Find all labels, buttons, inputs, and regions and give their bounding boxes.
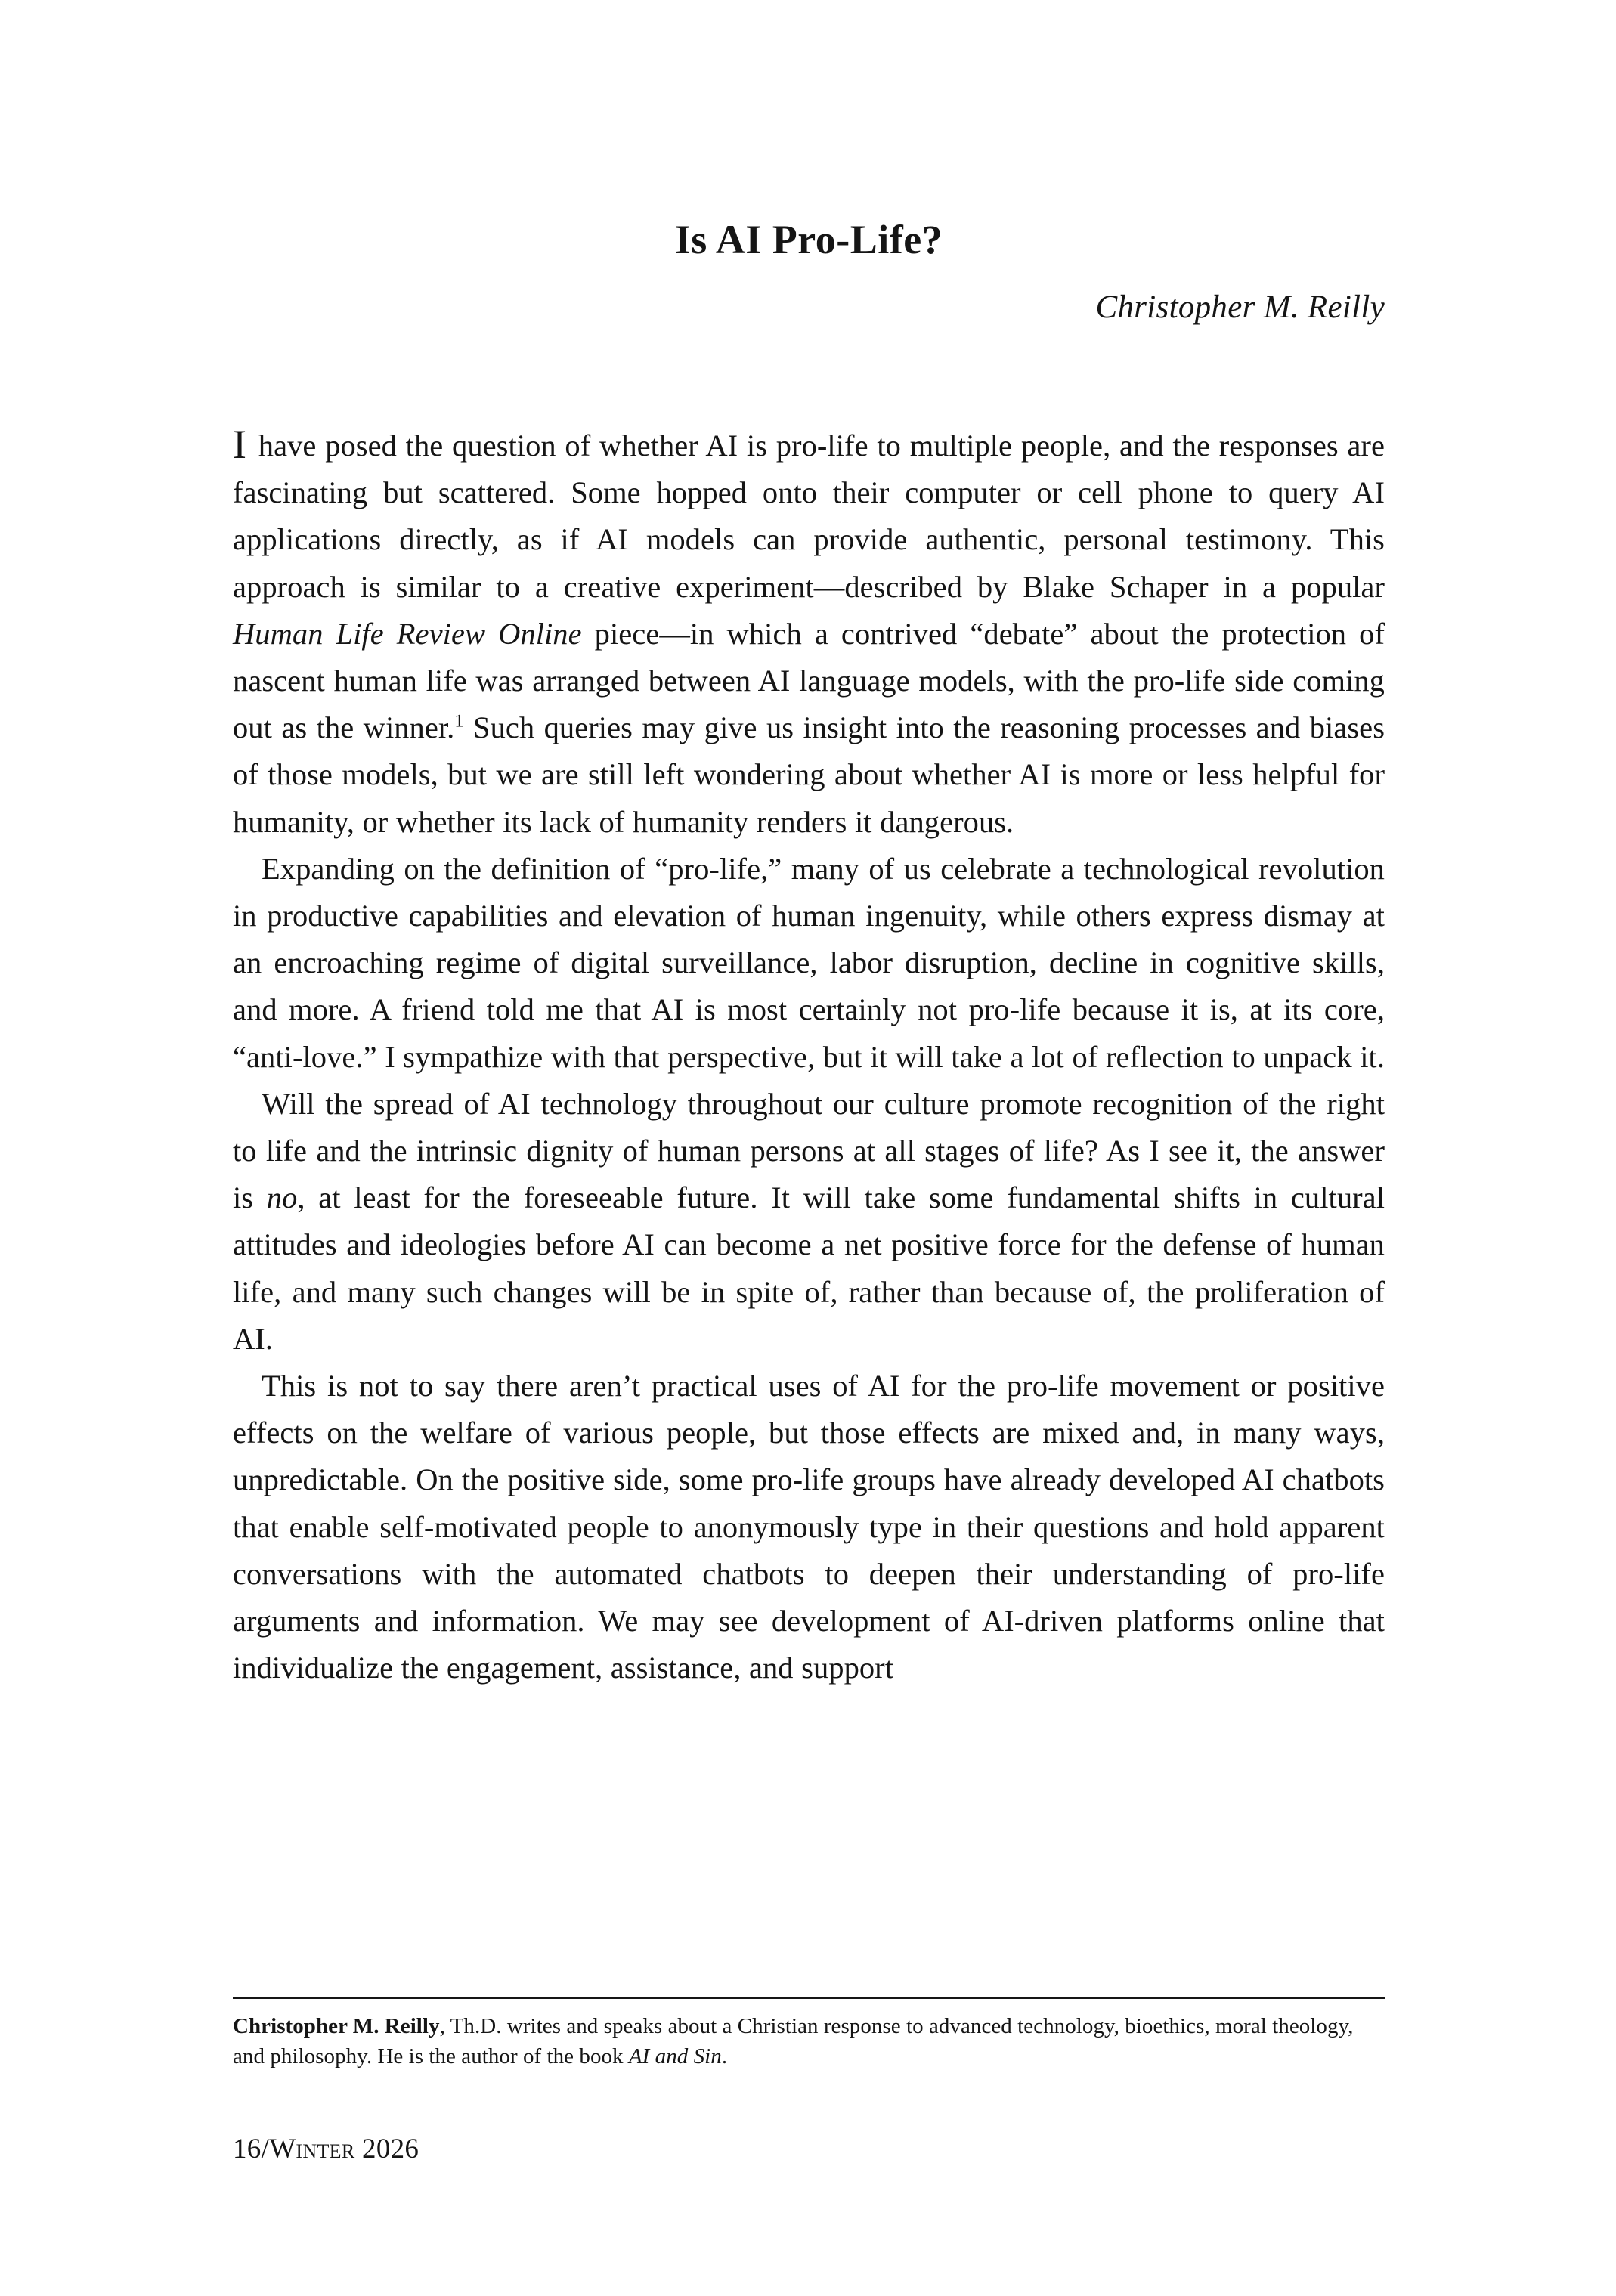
page-title: Is AI Pro-Life? xyxy=(674,217,943,262)
footnote-divider-rule xyxy=(233,1997,1385,1999)
folio-page-number: 16 xyxy=(233,2134,262,2164)
paragraph-1-text-b: piece—in which a contrived “debate” about the protection of nascent human life was arranged between AI language models, with the pro-life side coming out as the winner. xyxy=(233,616,1385,745)
author-bio-note xyxy=(233,2011,1385,2072)
folio xyxy=(233,2133,419,2166)
paragraph-1-italic-publication: Human Life Review Online xyxy=(233,616,582,651)
author-byline: Christopher M. Reilly xyxy=(1095,289,1385,326)
paragraph-1 xyxy=(233,422,1385,846)
folio-year: 2026 xyxy=(362,2134,419,2164)
drop-cap: I xyxy=(233,421,247,467)
paragraph-4-text: This is not to say there aren’t practical uses of AI for the pro-life movement or positive effects on the welfare of various people, but those effects are mixed and, in many ways, unpredictable. On the positive side, some pro-life groups have already developed AI chatbots that enable self-motivated people to anonymously type in their questions and hold apparent conversations with the automated chatbots to deepen their understanding of pro-life arguments and information. We may see development of AI-driven platforms online that individualize the engagement, assistance, and support xyxy=(233,1369,1385,1685)
paragraph-1-text-c: Such queries may give us insight into the reasoning processes and biases of those models, but we are still left wondering about whether AI is more or less helpful for humanity, or whether its lack of humanity renders it dangerous. xyxy=(233,710,1385,839)
paragraph-3 xyxy=(233,1081,1385,1363)
paragraph-4 xyxy=(233,1363,1385,1691)
paragraph-3-text-a: Will the spread of AI technology throughout our culture promote recognition of the right to life and the intrinsic dignity of human persons at all stages of life? As I see it, the answer is xyxy=(233,1086,1385,1215)
footnote-reference-1[interactable]: 1 xyxy=(454,710,464,732)
footnote-area xyxy=(233,1997,1385,2072)
folio-separator: / xyxy=(261,2134,270,2164)
paragraph-2-text: Expanding on the definition of “pro-life,” many of us celebrate a technological revolution in productive capabilities and elevation of human ingenuity, while others express dismay at an encroaching regime of digital surveillance, labor disruption, decline in cognitive skills, and more. A friend told me that AI is most certainly not pro-life because it is, at its core, “anti-love.” I sympathize with that perspective, but it will take a lot of reflection to unpack it. xyxy=(233,851,1385,1074)
author-bio-name: Christopher M. Reilly xyxy=(233,2014,440,2038)
article-content xyxy=(233,0,1385,1691)
paragraph-3-italic-no: no xyxy=(266,1180,298,1215)
folio-season: Winter xyxy=(269,2134,355,2164)
author-bio-text-a: , Th.D. writes and speaks about a Christian response to advanced technology, bioethics, moral theology, and philosophy. He is the author of the book xyxy=(233,2014,1354,2069)
paragraph-3-text-b: , at least for the foreseeable future. It will take some fundamental shifts in cultural attitudes and ideologies before AI can become a net positive force for the defense of human life, and many such changes will be in spite of, rather than because of, the proliferation of AI. xyxy=(233,1180,1385,1356)
paragraph-2 xyxy=(233,846,1385,1081)
author-bio-text-b: . xyxy=(721,2044,728,2069)
paragraph-1-text-a: have posed the question of whether AI is pro-life to multiple people, and the responses are fascinating but scattered. Some hopped onto their computer or cell phone to query AI applications directly, as if AI models can provide authentic, personal testimony. This approach is similar to a creative experiment—described by Blake Schaper in a popular xyxy=(233,428,1385,604)
body-copy xyxy=(233,327,1385,1691)
author-bio-book-title: AI and Sin xyxy=(628,2044,722,2069)
folio-space xyxy=(354,2134,362,2164)
